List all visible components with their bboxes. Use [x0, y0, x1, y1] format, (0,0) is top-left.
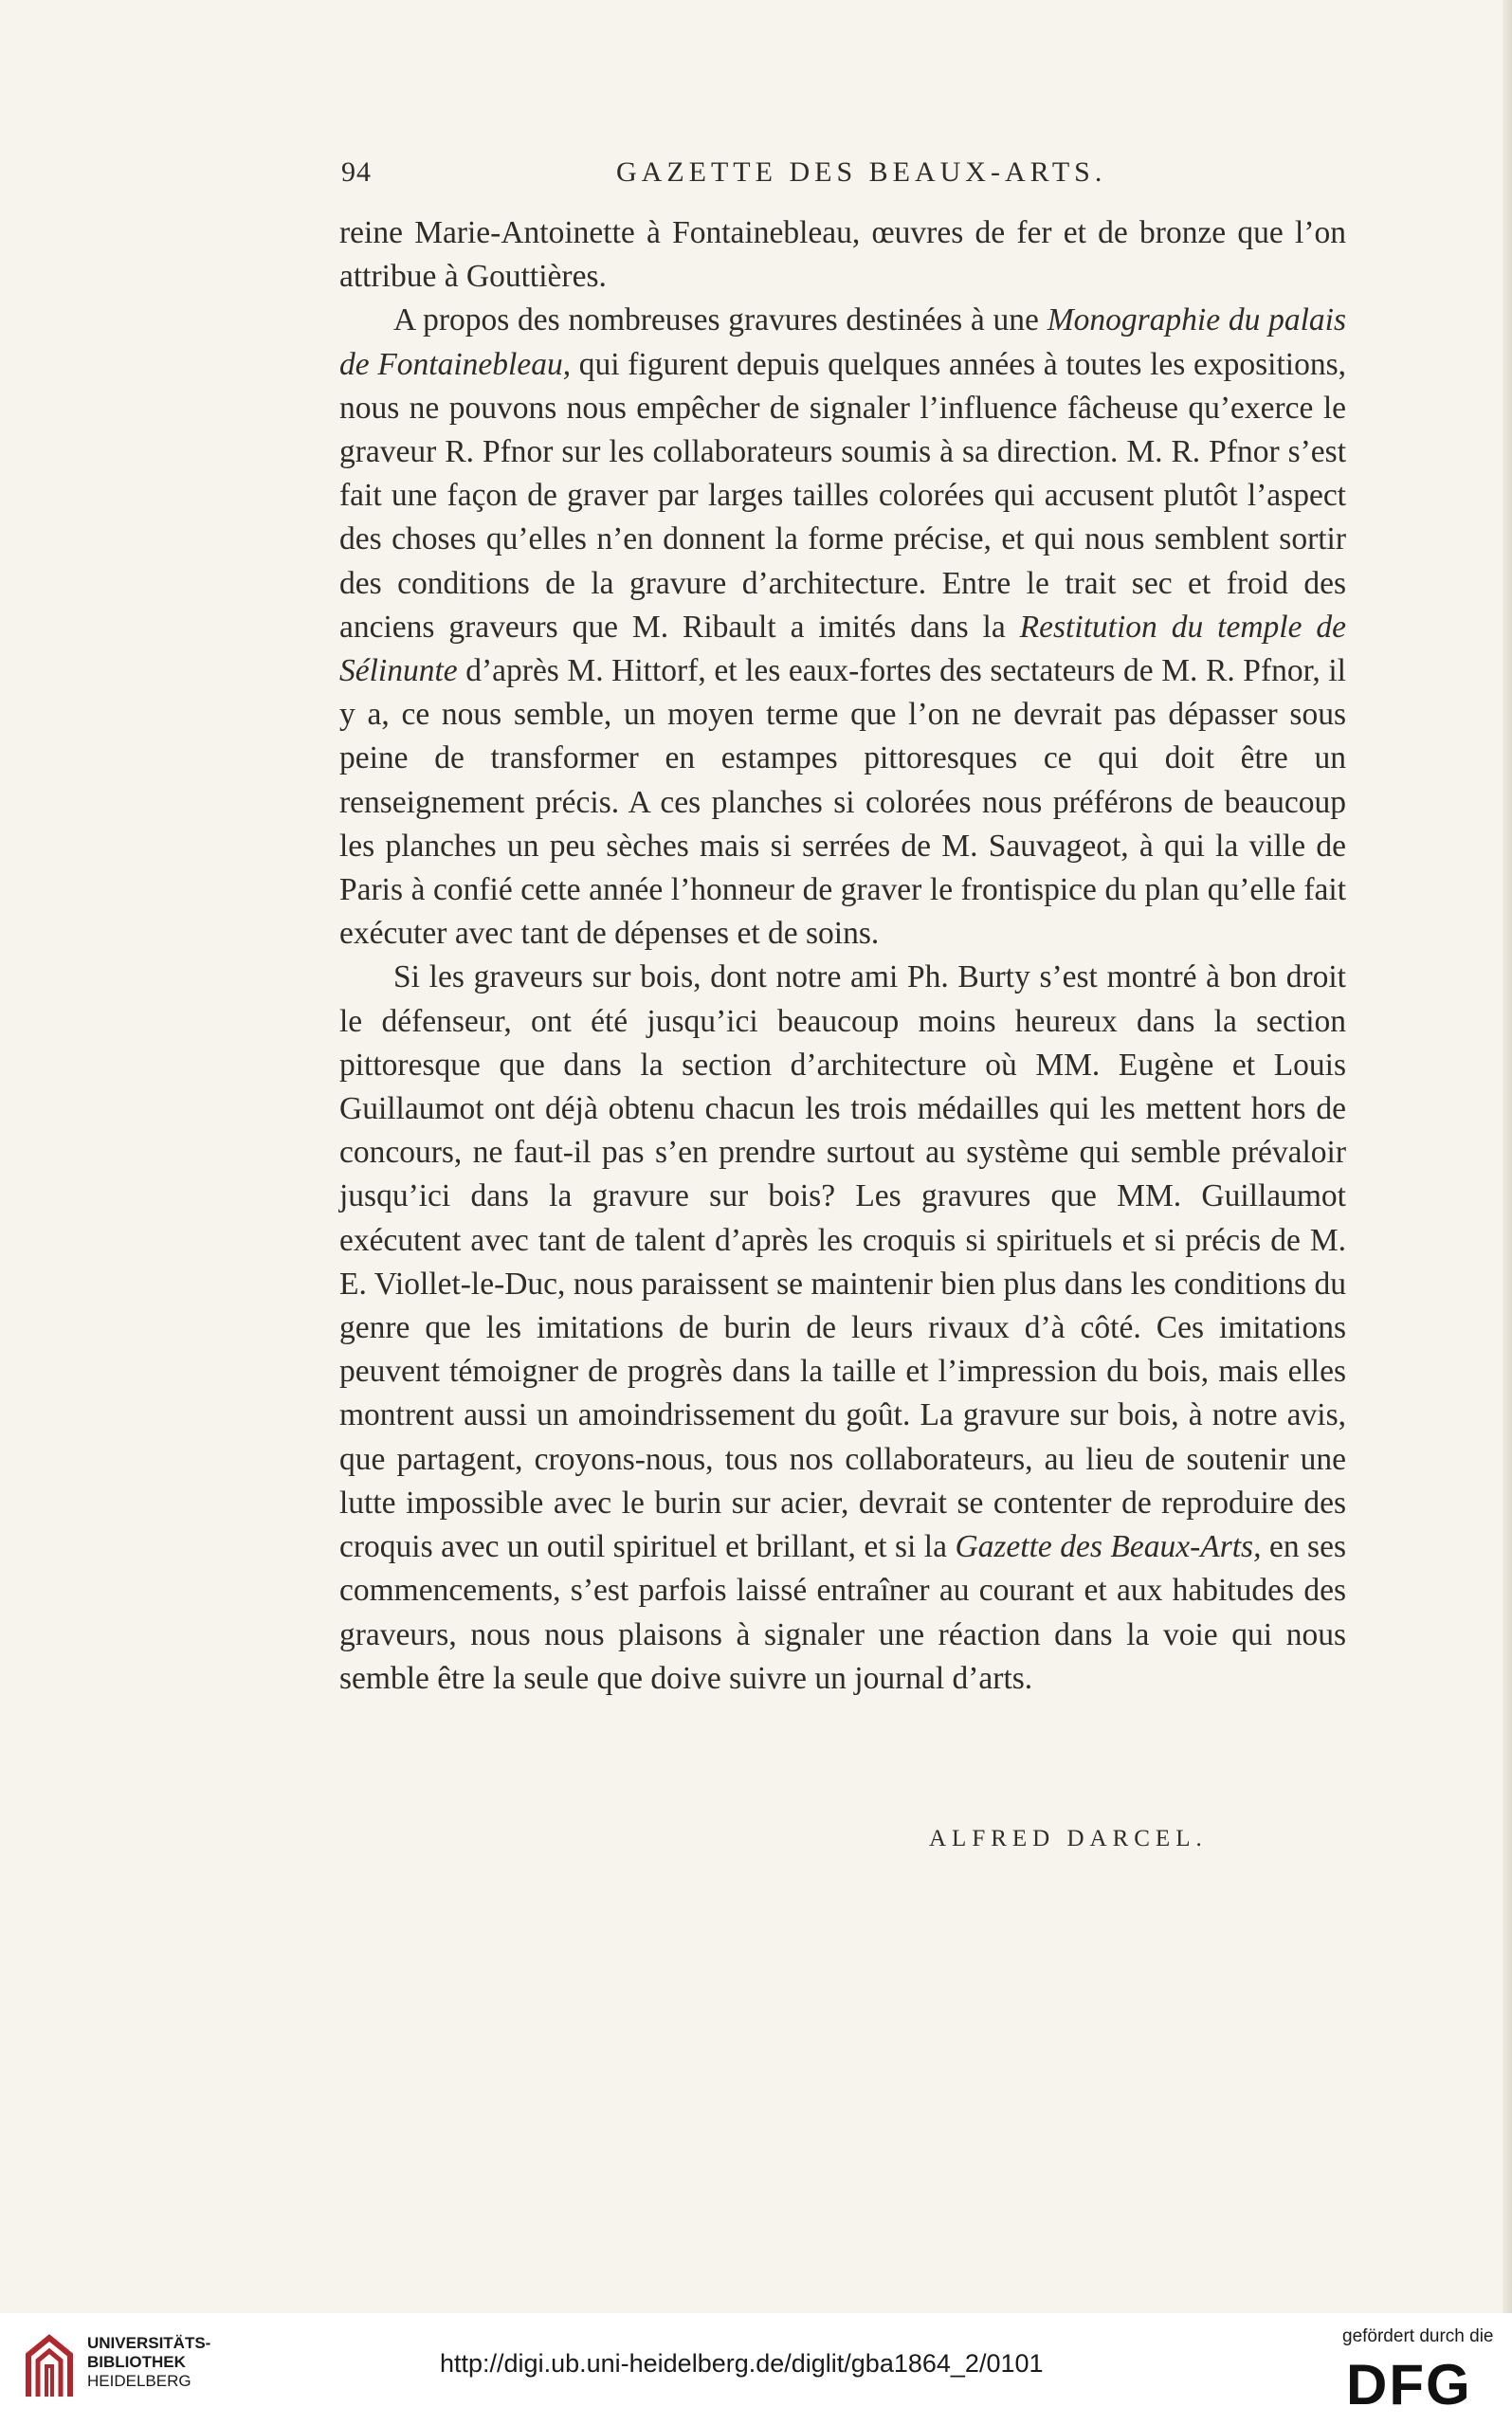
- university-library-logo: [21, 2330, 78, 2404]
- text-run: A propos des nombreuses gravures destinées à une: [393, 302, 1047, 338]
- library-name: [87, 2334, 210, 2391]
- italic-title: Restitution du temple de Sélinunte: [339, 609, 1346, 689]
- text-run: d’après M. Hittorf, et les eaux-fortes des sectateurs de M. R. Pfnor, il y a, ce nous semble, un moyen terme que l’on ne devrait pas dépasser sous peine de transformer en estampes pittoresques ce qui doit être un renseignement précis. A ces planches si colorées nous préférons de beaucoup les planches un peu sèches mais si serrées de M. Sauvageot, à qui la ville de Paris à confié cette année l’honneur de graver le frontispice du plan qu’elle fait exécuter avec tant de dépenses et de soins.: [339, 653, 1346, 952]
- page-edge: [1503, 0, 1512, 2425]
- dfg-logo-text: DFG: [1346, 2353, 1472, 2414]
- text-run: en ses commencements, s’est parfois laissé entraîner au courant et aux habitudes des graveurs, nous nous plaisons à signaler une réaction dans la voie qui nous semble être la seule que doive suivre un journal d’arts.: [339, 1529, 1346, 1696]
- article-body: [339, 211, 1346, 1701]
- author-signature: ALFRED DARCEL.: [929, 1826, 1208, 1851]
- dfg-logo: [1346, 2351, 1498, 2414]
- library-name-line-3: HEIDELBERG: [87, 2372, 191, 2390]
- text-run: reine Marie-Antoinette à Fontainebleau, œuvres de fer et de bronze que l’on attribue à Gouttières.: [339, 215, 1346, 295]
- running-head: [341, 156, 1346, 204]
- source-url[interactable]: http://digi.ub.uni-heidelberg.de/diglit/gba1864_2/0101: [440, 2349, 1044, 2378]
- digitization-footer: [0, 2313, 1512, 2425]
- paragraph-2: [339, 299, 1346, 956]
- paragraph-3: [339, 956, 1346, 1700]
- paragraph-1: [339, 211, 1346, 299]
- italic-title: Monographie du palais de Fontainebleau,: [339, 302, 1346, 382]
- italic-title: Gazette des Beaux-Arts,: [955, 1529, 1262, 1565]
- library-name-line-1: UNIVERSITÄTS-: [87, 2334, 211, 2352]
- library-name-line-2: BIBLIOTHEK: [87, 2353, 186, 2371]
- journal-title: GAZETTE DES BEAUX-ARTS.: [616, 156, 1107, 188]
- funded-by-label: gefördert durch die: [1342, 2326, 1494, 2346]
- text-run: Si les graveurs sur bois, dont notre ami Ph. Burty s’est montré à bon droit le défenseur, ont été jusqu’ici beaucoup moins heureux dans la section pittoresque que dans la section d’architecture où MM. Eugène et Louis Guillaumot ont déjà obtenu chacun les trois médailles qui les mettent hors de concours, ne faut-il pas s’en prendre surtout au système qui semble prévaloir jusqu’ici dans la gravure sur bois? Les gravures que MM. Guillaumot exécutent avec tant de talent d’après les croquis si spirituels et si précis de M. E. Viollet-le-Duc, nous paraissent se maintenir bien plus dans les conditions du genre que les imitations de burin de leurs rivaux d’à côté. Ces imitations peuvent témoigner de progrès dans la taille et l’impression du bois, mais elles montrent aussi un amoindrissement du goût. La gravure sur bois, à notre avis, que partagent, croyons-nous, tous nos collaborateurs, au lieu de soutenir une lutte impossible avec le burin sur acier, devrait se contenter de reproduire des croquis avec un outil spirituel et brillant, et si la: [339, 959, 1346, 1565]
- page-number: 94: [341, 156, 372, 188]
- text-run: qui figurent depuis quelques années à toutes les expositions, nous ne pouvons nous empêcher de signaler l’influence fâcheuse qu’exerce le graveur R. Pfnor sur les collaborateurs soumis à sa direction. M. R. Pfnor s’est fait une façon de graver par larges tailles colorées qui accusent plutôt l’aspect des choses qu’elles n’en donnent la forme précise, et qui nous semblent sortir des conditions de la gravure d’architecture. Entre le trait sec et froid des anciens graveurs que M. Ribault a imités dans la: [339, 346, 1346, 645]
